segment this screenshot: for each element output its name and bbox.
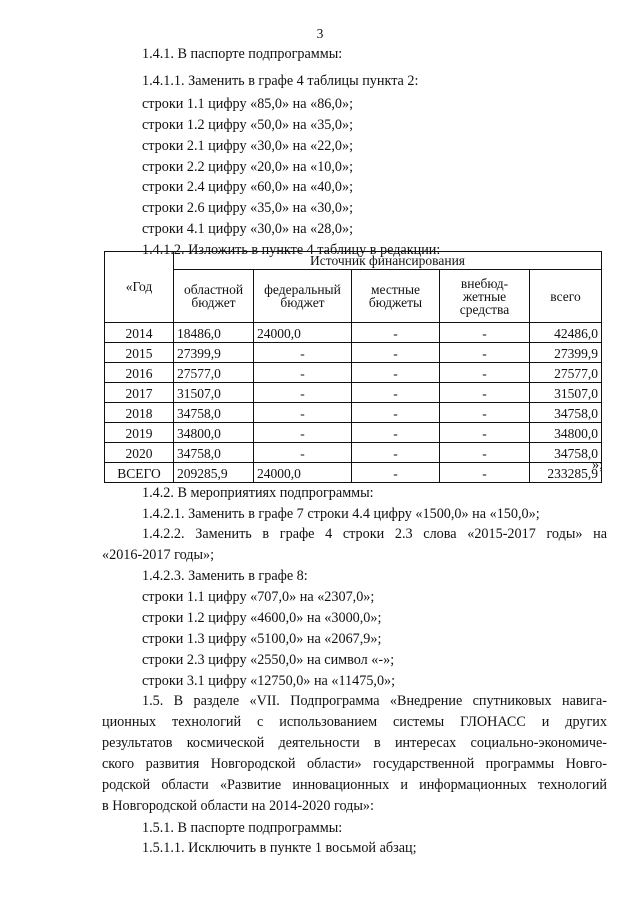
section-1-4-2-2: 1.4.2.2. Заменить в графе 4 строки 2.3 слова «2015-2017 годы» на «2016-2017 годы»; <box>102 526 607 563</box>
table-row <box>105 363 602 383</box>
section-1-4-2-3: 1.4.2.3. Заменить в графе 8: <box>142 568 308 584</box>
federal-cell: - <box>254 423 352 443</box>
oblast-cell: 34758,0 <box>174 443 254 463</box>
financing-source-header: Источник финансирования <box>174 252 602 270</box>
local-cell: - <box>352 463 440 483</box>
extra-cell: - <box>440 423 530 443</box>
total-cell: 42486,0 <box>530 323 602 343</box>
year-cell: 2014 <box>105 323 174 343</box>
oblast-cell: 209285,9 <box>174 463 254 483</box>
extra-cell: - <box>440 443 530 463</box>
year-cell: 2020 <box>105 443 174 463</box>
replacement-line: строки 1.1 цифру «707,0» на «2307,0»; <box>142 589 375 605</box>
table-intro: 1.4.1.2. Изложить в пункте 4 таблицу в редакции: <box>142 242 441 258</box>
replacement-line: строки 1.2 цифру «50,0» на «35,0»; <box>142 117 354 133</box>
section-1-4-1-1-heading: 1.4.1.1. Заменить в графе 4 таблицы пункта 2: <box>142 73 419 89</box>
table-row <box>105 443 602 463</box>
section-1-5-paragraph: 1.5. В разделе «VII. Подпрограмма «Внедрение спутниковых навига- ционных технологий с использованием системы ГЛОНАСС и других результатов космической деятельности в интересах социально-экономиче- ского развития Новгородской области» государственной программы Новго- родской области «Развитие инновационных и информационных технологий в Новгородской области на 2014-2020 годы»: <box>102 693 607 814</box>
table-subheader-row <box>105 270 602 323</box>
column-header-total: всего <box>530 270 602 323</box>
table-row <box>105 343 602 363</box>
total-cell: 34800,0 <box>530 423 602 443</box>
oblast-cell: 34758,0 <box>174 403 254 423</box>
oblast-cell: 18486,0 <box>174 323 254 343</box>
replacement-line: строки 2.1 цифру «30,0» на «22,0»; <box>142 138 354 154</box>
oblast-cell: 27577,0 <box>174 363 254 383</box>
local-cell: - <box>352 423 440 443</box>
financing-table <box>104 251 602 483</box>
year-header: «Год <box>105 252 174 323</box>
table-row <box>105 383 602 403</box>
total-cell: 34758,0 <box>530 443 602 463</box>
section-1-4-1-heading: 1.4.1. В паспорте подпрограммы: <box>142 46 343 62</box>
replacement-line: строки 1.3 цифру «5100,0» на «2067,9»; <box>142 631 382 647</box>
section-1-4-2-1: 1.4.2.1. Заменить в графе 7 строки 4.4 цифру «1500,0» на «150,0»; <box>142 506 540 522</box>
federal-cell: - <box>254 363 352 383</box>
oblast-cell: 27399,9 <box>174 343 254 363</box>
year-cell: ВСЕГО <box>105 463 174 483</box>
oblast-cell: 31507,0 <box>174 383 254 403</box>
oblast-cell: 34800,0 <box>174 423 254 443</box>
replacement-line: строки 2.4 цифру «60,0» на «40,0»; <box>142 179 354 195</box>
year-cell: 2018 <box>105 403 174 423</box>
page-number: 3 <box>316 26 324 41</box>
extra-cell: - <box>440 343 530 363</box>
replacement-line: строки 3.1 цифру «12750,0» на «11475,0»; <box>142 673 396 689</box>
year-cell: 2019 <box>105 423 174 443</box>
replacement-line: строки 1.2 цифру «4600,0» на «3000,0»; <box>142 610 382 626</box>
extra-cell: - <box>440 363 530 383</box>
table-closing-quote: »; <box>592 457 604 473</box>
federal-cell: - <box>254 403 352 423</box>
table-header-row <box>105 252 602 270</box>
federal-cell: 24000,0 <box>254 463 352 483</box>
local-cell: - <box>352 443 440 463</box>
extra-cell: - <box>440 463 530 483</box>
total-cell: 233285,9 <box>530 463 602 483</box>
federal-cell: - <box>254 383 352 403</box>
column-header-federal: федеральный бюджет <box>254 270 352 323</box>
total-cell: 31507,0 <box>530 383 602 403</box>
year-cell: 2016 <box>105 363 174 383</box>
replacement-line: строки 2.3 цифру «2550,0» на символ «-»; <box>142 652 395 668</box>
table-row <box>105 403 602 423</box>
replacement-line: строки 2.6 цифру «35,0» на «30,0»; <box>142 200 354 216</box>
column-header-local: местные бюджеты <box>352 270 440 323</box>
section-1-5-1-1: 1.5.1.1. Исключить в пункте 1 восьмой абзац; <box>142 840 417 856</box>
federal-cell: - <box>254 443 352 463</box>
section-1-4-2-heading: 1.4.2. В мероприятиях подпрограммы: <box>142 485 374 501</box>
column-header-oblast: областной бюджет <box>174 270 254 323</box>
table-row <box>105 323 602 343</box>
extra-cell: - <box>440 403 530 423</box>
column-header-extrabudget: внебюд- жетные средства <box>440 270 530 323</box>
extra-cell: - <box>440 383 530 403</box>
federal-cell: 24000,0 <box>254 323 352 343</box>
local-cell: - <box>352 403 440 423</box>
table-row-total <box>105 463 602 483</box>
federal-cell: - <box>254 343 352 363</box>
local-cell: - <box>352 363 440 383</box>
total-cell: 27399,9 <box>530 343 602 363</box>
replacement-line: строки 2.2 цифру «20,0» на «10,0»; <box>142 159 354 175</box>
section-1-5-1: 1.5.1. В паспорте подпрограммы: <box>142 820 343 836</box>
year-cell: 2017 <box>105 383 174 403</box>
total-cell: 27577,0 <box>530 363 602 383</box>
extra-cell: - <box>440 323 530 343</box>
local-cell: - <box>352 323 440 343</box>
replacement-line: строки 1.1 цифру «85,0» на «86,0»; <box>142 96 354 112</box>
year-cell: 2015 <box>105 343 174 363</box>
table-row <box>105 423 602 443</box>
total-cell: 34758,0 <box>530 403 602 423</box>
local-cell: - <box>352 383 440 403</box>
local-cell: - <box>352 343 440 363</box>
replacement-line: строки 4.1 цифру «30,0» на «28,0»; <box>142 221 354 237</box>
